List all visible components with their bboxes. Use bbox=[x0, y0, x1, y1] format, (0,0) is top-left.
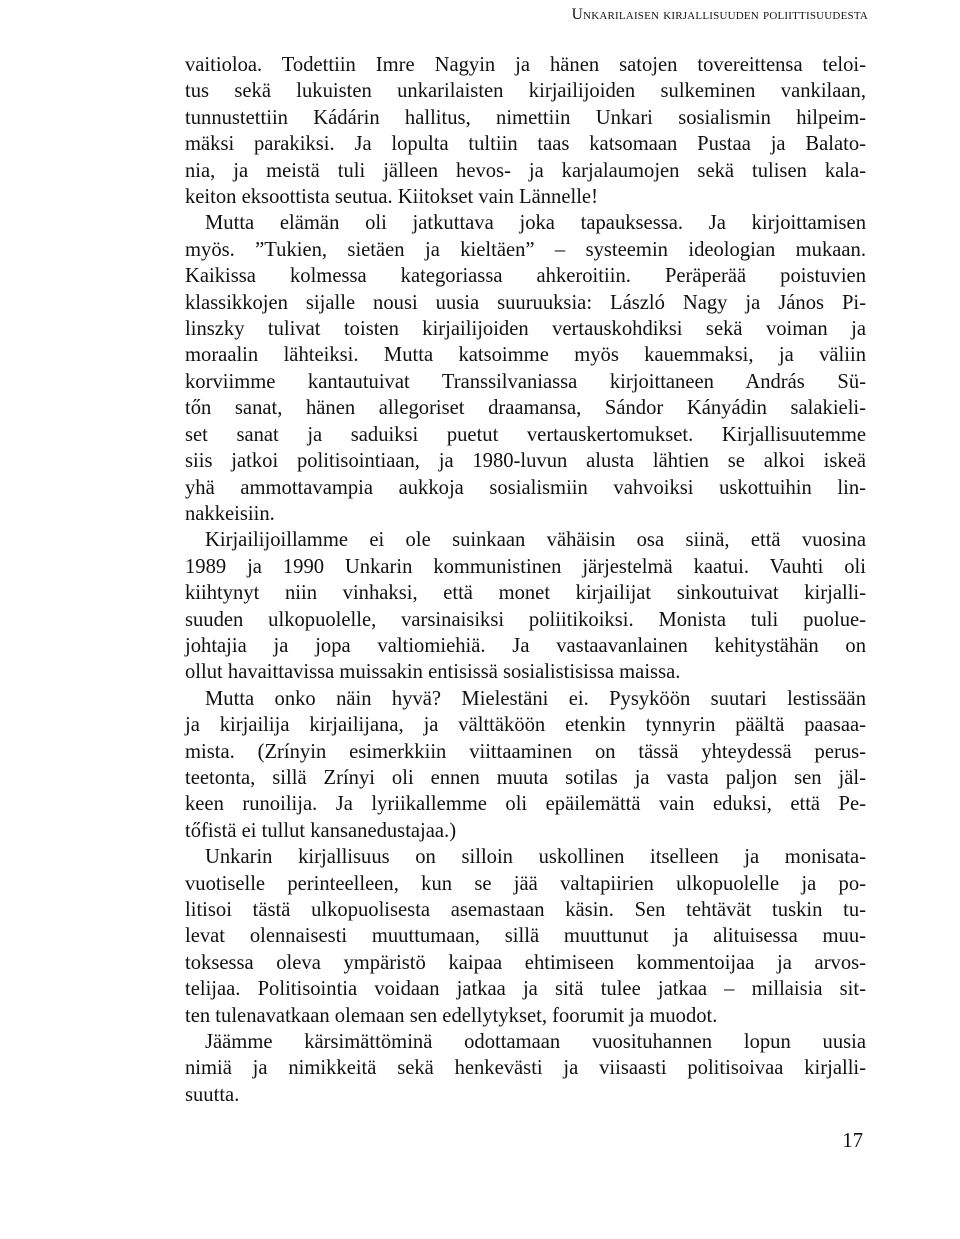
paragraph bbox=[185, 686, 866, 844]
paragraph bbox=[185, 210, 866, 527]
text-line: tőfistä ei tullut kansanedustajaa.) bbox=[185, 819, 457, 842]
text-line: myös. ”Tukien, sietäen ja kieltäen” – systeemin ideologian mukaan. bbox=[185, 238, 866, 261]
text-line: Jäämme kärsimättöminä odottamaan vuosituhannen lopun uusia bbox=[205, 1031, 866, 1054]
text-line: Mutta elämän oli jatkuttava joka tapauksessa. Ja kirjoittamisen bbox=[205, 212, 866, 235]
text-line: litisoi tästä ulkopuolisesta asemastaan käsin. Sen tehtävät tuskin tu- bbox=[185, 899, 866, 921]
text-line: johtajia ja jopa valtiomiehiä. Ja vastaavanlainen kehitystähän on bbox=[185, 634, 866, 657]
text-line: levat olennaisesti muuttumaan, sillä muuttunut ja alituisessa muu- bbox=[185, 925, 866, 948]
paragraph bbox=[185, 527, 866, 685]
text-line: Mutta onko näin hyvä? Mielestäni ei. Pysyköön suutari lestissään bbox=[205, 687, 866, 710]
text-line: teetonta, sillä Zrínyi oli ennen muuta sotilas ja vasta paljon sen jäl- bbox=[185, 766, 866, 789]
text-line: suuden ulkopuolelle, varsinaisiksi poliitikoiksi. Monista tuli puolue- bbox=[185, 608, 866, 631]
page-number: 17 bbox=[842, 1130, 863, 1152]
text-line: kiihtynyt niin vinhaksi, että monet kirjailijat sinkoutuivat kirjalli- bbox=[185, 582, 866, 605]
paragraph bbox=[185, 1029, 866, 1108]
text-line: ollut havaittavissa muissakin entisissä sosialistisissa maissa. bbox=[185, 661, 681, 684]
text-line: linszky tulivat toisten kirjailijoiden vertauskohdiksi sekä voiman ja bbox=[185, 318, 866, 341]
text-line: keen runoilija. Ja lyriikallemme oli epäilemättä vain eduksi, että Pe- bbox=[185, 793, 866, 816]
text-line: tőn sanat, hänen allegoriset draamansa, Sándor Kányádin salakieli- bbox=[185, 397, 866, 420]
text-line: mista. (Zrínyin esimerkkiin viittaaminen on tässä yhteydessä perus- bbox=[185, 740, 866, 763]
text-line: 1989 ja 1990 Unkarin kommunistinen järjestelmä kaatui. Vauhti oli bbox=[185, 555, 866, 578]
text-line: ja kirjailija kirjailijana, ja välttäköön etenkin tynnyrin päältä paasaa- bbox=[185, 714, 866, 737]
text-line: Kirjailijoillamme ei ole suinkaan vähäisin osa siinä, että vuosina bbox=[205, 529, 866, 552]
text-line: moraalin lähteiksi. Mutta katsoimme myös kauemmaksi, ja väliin bbox=[185, 344, 866, 367]
text-line: korviimme kantautuivat Transsilvaniassa kirjoittaneen András Sü- bbox=[185, 370, 866, 393]
text-line: ten tulenavatkaan olemaan sen edellytykset, foorumit ja muodot. bbox=[185, 1004, 718, 1027]
running-header: Unkarilaisen kirjallisuuden poliittisuudesta bbox=[571, 6, 868, 23]
text-line: yhä ammottavampia aukkoja sosialismiin vahvoiksi uskottuihin lin- bbox=[185, 476, 866, 499]
text-line: keiton eksoottista seutua. Kiitokset vain Lännelle! bbox=[185, 186, 598, 209]
text-line: telijaa. Politisointia voidaan jatkaa ja sitä tulee jatkaa – millaisia sit- bbox=[185, 978, 866, 1001]
paragraph-continuation bbox=[185, 52, 866, 210]
text-line: tus sekä lukuisten unkarilaisten kirjailijoiden sulkeminen vankilaan, bbox=[185, 80, 866, 103]
text-line: nakkeisiin. bbox=[185, 502, 275, 525]
text-line: Kaikissa kolmessa kategoriassa ahkeroitiin. Peräperää poistuvien bbox=[185, 265, 866, 288]
text-line: klassikkojen sijalle nousi uusia suuruuksia: László Nagy ja János Pi- bbox=[185, 291, 866, 314]
text-line: nimiä ja nimikkeitä sekä henkevästi ja viisaasti politisoivaa kirjalli- bbox=[185, 1057, 866, 1080]
text-line: set sanat ja saduiksi puetut vertauskertomukset. Kirjallisuutemme bbox=[185, 423, 866, 446]
text-line: toksessa oleva ympäristö kaipaa ehtimiseen kommentoijaa ja arvos- bbox=[185, 951, 866, 974]
text-line: vaitioloa. Todettiin Imre Nagyin ja hänen satojen tovereittensa teloi- bbox=[185, 54, 866, 76]
text-line: vuotiselle perinteelleen, kun se jää valtapiirien ulkopuolelle ja po- bbox=[185, 872, 866, 895]
text-line: nia, ja meistä tuli jälleen hevos- ja karjalaumojen sekä tulisen kala- bbox=[185, 159, 866, 182]
text-line: mäksi parakiksi. Ja lopulta tultiin taas katsomaan Pustaa ja Balato- bbox=[185, 133, 866, 156]
body-text bbox=[185, 52, 866, 1108]
text-line: siis jatkoi politisointiaan, ja 1980-luvun alusta lähtien se alkoi iskeä bbox=[185, 450, 866, 473]
text-line: suutta. bbox=[185, 1083, 240, 1106]
text-line: Unkarin kirjallisuus on silloin uskollinen itselleen ja monisata- bbox=[205, 846, 866, 869]
paragraph bbox=[185, 844, 866, 1029]
text-line: tunnustettiin Kádárin hallitus, nimettiin Unkari sosialismin hilpeim- bbox=[185, 106, 866, 129]
